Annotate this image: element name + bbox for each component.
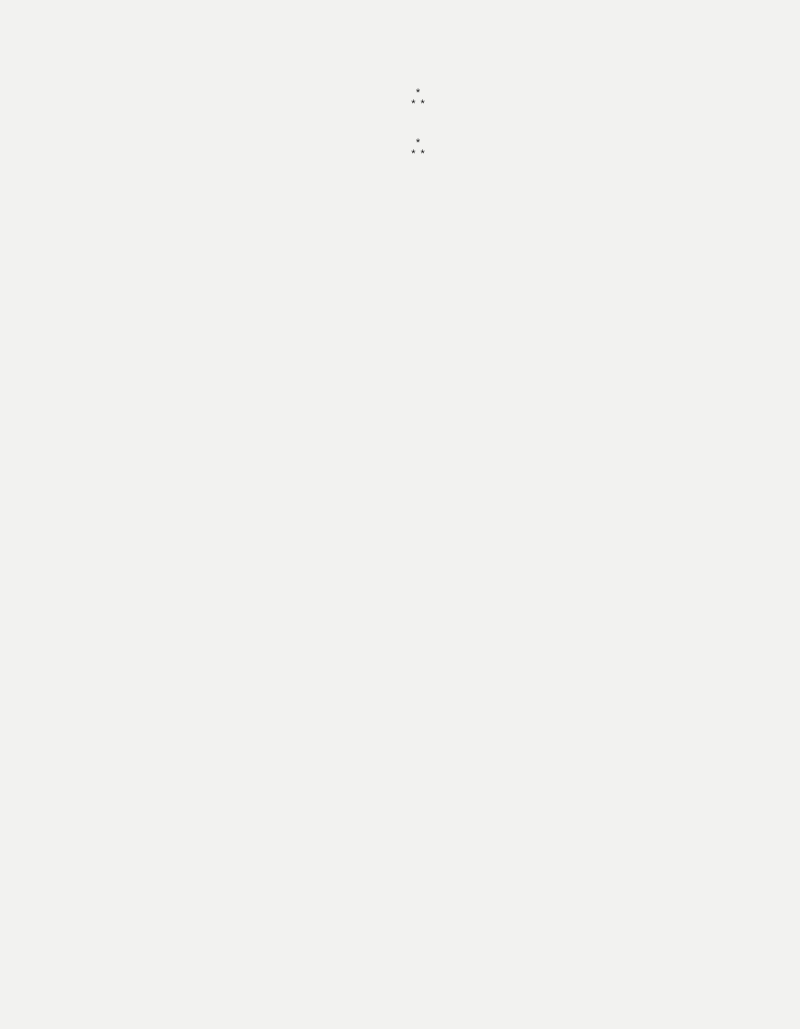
section-separator: * * * (411, 87, 426, 110)
section-separator: * * * (411, 137, 426, 160)
running-header (0, 40, 800, 64)
column-1 (60, 84, 295, 101)
column-2 (311, 84, 526, 178)
